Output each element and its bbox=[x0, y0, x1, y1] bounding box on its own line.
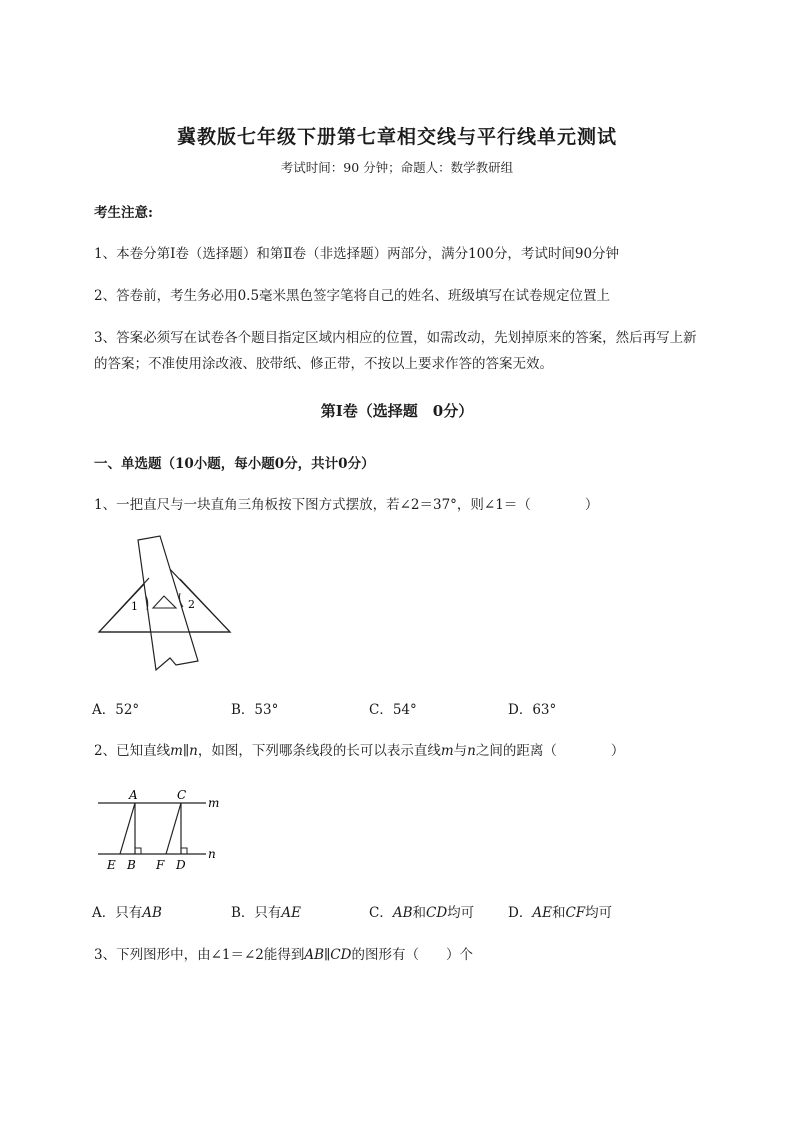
stem-text: 3、下列图形中，由∠1＝∠2能得到 bbox=[94, 947, 305, 963]
option-text: 和 bbox=[412, 905, 427, 921]
right-angle-b bbox=[135, 848, 141, 854]
point-e-label: E bbox=[107, 858, 116, 872]
point-b-label: B bbox=[127, 858, 136, 872]
question-2-option-b[interactable] bbox=[231, 901, 301, 921]
option-text: C． bbox=[369, 905, 393, 921]
question-3-stem bbox=[94, 943, 473, 963]
question-1-figure bbox=[94, 530, 239, 675]
line-n-label: n bbox=[208, 847, 216, 861]
question-1-option-d[interactable]: D．63° bbox=[508, 702, 557, 718]
stem-text: 与 bbox=[453, 743, 468, 759]
question-2-option-a[interactable] bbox=[92, 901, 162, 921]
stem-text: ，如图，下列哪条线段的长可以表示直线 bbox=[197, 743, 441, 759]
question-1-option-c[interactable]: C．54° bbox=[369, 702, 417, 718]
stem-math-parallel: m∥n bbox=[170, 743, 198, 759]
option-math: CD bbox=[426, 905, 448, 921]
note-2: 2、答卷前，考生务必用0.5毫米黑色签字笔将自己的姓名、班级填写在试卷规定位置上 bbox=[94, 288, 611, 304]
question-2-option-c[interactable] bbox=[369, 901, 474, 921]
right-angle-d bbox=[181, 848, 187, 854]
angle-2-label: 2 bbox=[188, 598, 195, 611]
option-math: AE bbox=[281, 905, 302, 921]
part-title: 一、单选题（10小题，每小题0分，共计0分） bbox=[94, 456, 375, 472]
stem-math-m: m bbox=[440, 743, 454, 759]
note-3-continued: 的答案；不准使用涂改液、胶带纸、修正带，不按以上要求作答的答案无效。 bbox=[94, 356, 553, 372]
question-2-figure bbox=[94, 785, 229, 875]
angle-1-label: 1 bbox=[131, 600, 138, 613]
section-title: 第Ⅰ卷（选择题 0分） bbox=[320, 402, 474, 420]
note-1: 1、本卷分第Ⅰ卷（选择题）和第Ⅱ卷（非选择题）两部分，满分100分，考试时间90分钟 bbox=[94, 246, 620, 262]
stem-math-n: n bbox=[467, 743, 476, 759]
segment-ae bbox=[120, 803, 135, 854]
option-math: AE bbox=[532, 905, 552, 921]
question-2-stem bbox=[94, 739, 624, 759]
option-math: AB bbox=[392, 905, 413, 921]
stem-math-parallel: AB∥CD bbox=[304, 947, 352, 963]
option-text: 均可 bbox=[447, 905, 475, 921]
option-text: 和 bbox=[551, 905, 566, 921]
question-2-option-d[interactable] bbox=[508, 901, 612, 921]
stem-text: 的图形有（ ）个 bbox=[351, 947, 473, 963]
option-text: A．只有 bbox=[92, 905, 143, 921]
option-math: AB bbox=[142, 905, 162, 921]
point-c-label: C bbox=[177, 788, 187, 802]
question-1-option-a[interactable]: A．52° bbox=[92, 702, 140, 718]
segment-cf bbox=[166, 803, 181, 854]
stem-text: 2、已知直线 bbox=[94, 743, 171, 759]
point-d-label: D bbox=[176, 858, 186, 872]
question-1-option-b[interactable]: B．53° bbox=[231, 702, 279, 718]
question-1-stem: 1、一把直尺与一块直角三角板按下图方式摆放，若∠2＝37°，则∠1＝（ ） bbox=[94, 497, 599, 513]
note-3: 3、答案必须写在试卷各个题目指定区域内相应的位置，如需改动，先划掉原来的答案，然后再写上新 bbox=[94, 330, 697, 346]
notes-heading: 考生注意: bbox=[94, 205, 153, 221]
exam-subtitle: 考试时间：90 分钟；命题人：数学教研组 bbox=[280, 160, 514, 175]
option-text: 均可 bbox=[585, 905, 613, 921]
line-m-label: m bbox=[208, 796, 220, 810]
option-text: B．只有 bbox=[231, 905, 282, 921]
exam-title: 冀教版七年级下册第七章相交线与平行线单元测试 bbox=[176, 126, 617, 148]
point-f-label: F bbox=[156, 858, 165, 872]
stem-text: 之间的距离（ ） bbox=[475, 743, 625, 759]
point-a-label: A bbox=[129, 788, 138, 802]
option-text: D． bbox=[508, 905, 533, 921]
option-math: CF bbox=[565, 905, 586, 921]
